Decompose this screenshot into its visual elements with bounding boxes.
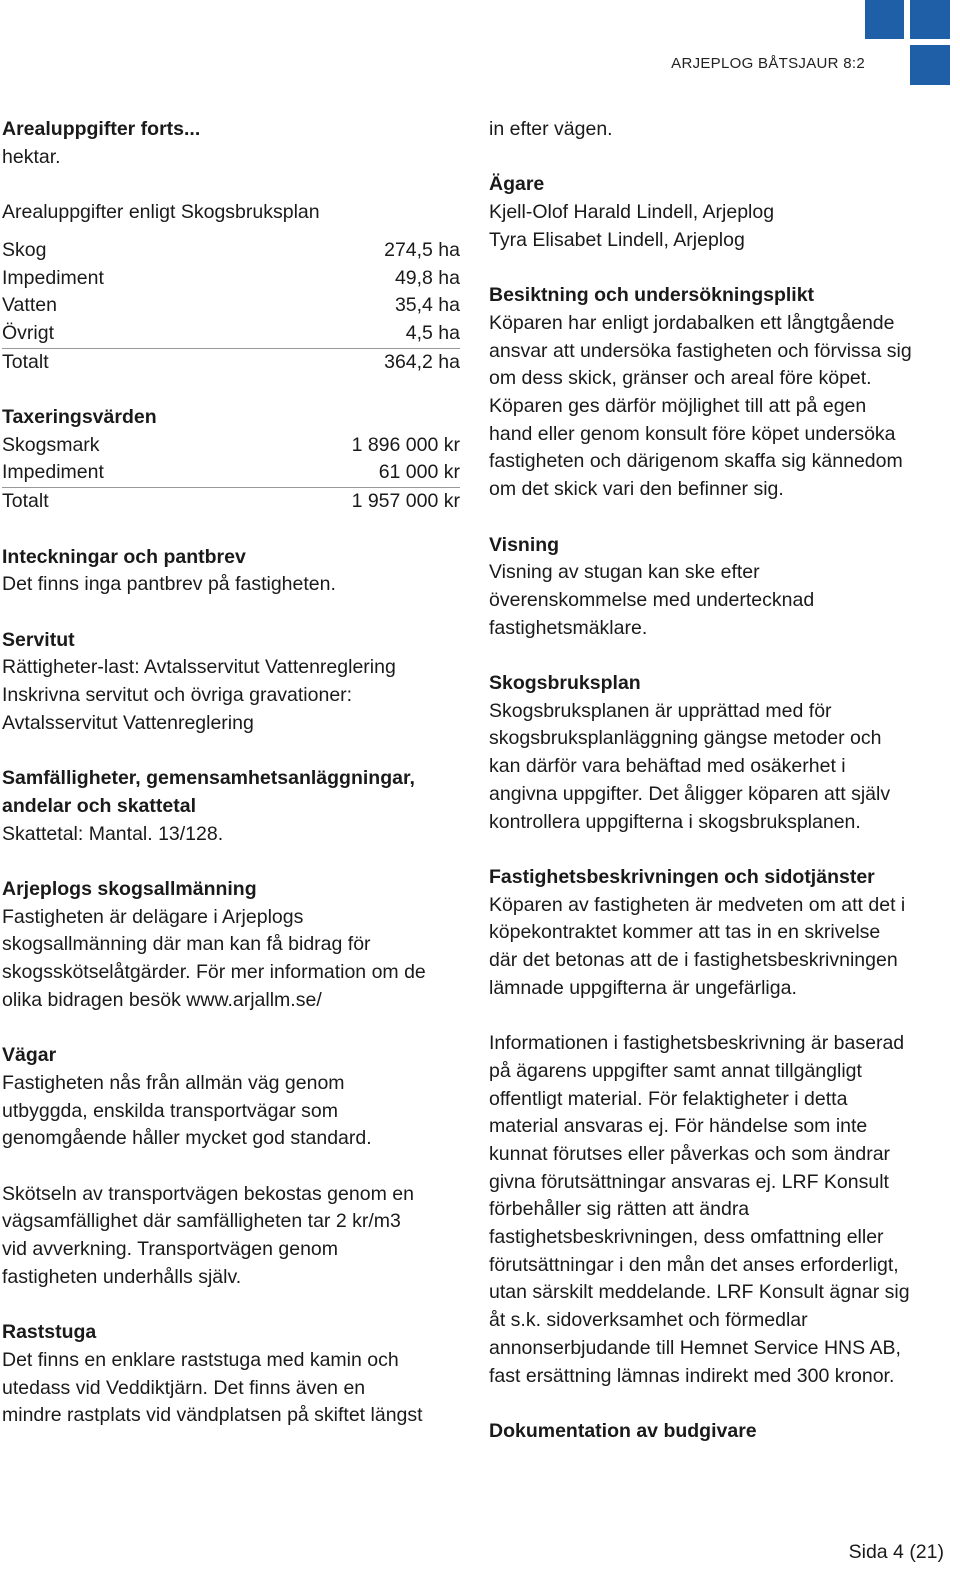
skogsbruksplan-heading: Skogsbruksplan bbox=[489, 672, 641, 694]
tax-value: 1 957 000 kr bbox=[351, 490, 460, 513]
area-total-row bbox=[2, 348, 460, 377]
information-line: fastighetsbeskrivningen, dess omfattning eller bbox=[489, 1226, 884, 1249]
besiktning-heading: Besiktning och undersökningsplikt bbox=[489, 284, 815, 307]
skattetal-text: Skattetal: Mantal. 13/128. bbox=[2, 822, 224, 845]
visning-line: överenskommelse med undertecknad bbox=[489, 588, 815, 611]
skotsel-line: Skötseln av transportvägen bekostas genom en bbox=[2, 1182, 414, 1205]
area-row bbox=[2, 237, 460, 265]
besiktning-line: Köparen har enligt jordabalken ett långtgående bbox=[489, 311, 895, 334]
continuation-line: in efter vägen. bbox=[489, 118, 613, 140]
fastighetsbeskrivning-line: där det betonas att de i fastighetsbeskrivningen bbox=[489, 949, 898, 972]
information-line: givna förutsättningar ansvaras ej. LRF Konsult bbox=[489, 1170, 889, 1193]
skotsel-line: vid avverkning. Transportvägen genom bbox=[2, 1238, 339, 1260]
information-line: på ägarens uppgifter samt annat tillgängligt bbox=[489, 1059, 862, 1082]
area-label: Totalt bbox=[2, 350, 49, 373]
besiktning-line: om dess skick, gränser och areal före köpet. bbox=[489, 367, 872, 390]
area-label: Impediment bbox=[2, 266, 104, 289]
area-row bbox=[2, 292, 460, 320]
inteckningar-heading: Inteckningar och pantbrev bbox=[2, 545, 246, 568]
vagar-line: utbyggda, enskilda transportvägar som bbox=[2, 1099, 339, 1122]
agare-heading: Ägare bbox=[489, 173, 545, 196]
skogsbruksplan-line: kan därför vara behäftad med osäkerhet i bbox=[489, 755, 846, 778]
besiktning-line: fastigheten och därigenom skaffa sig kännedom bbox=[489, 450, 903, 473]
besiktning-line: om det skick vari den befinner sig. bbox=[489, 478, 784, 501]
fastighetsbeskrivning-line: Köparen av fastigheten är medveten om att det i bbox=[489, 893, 906, 916]
area-row bbox=[2, 320, 460, 348]
tax-label: Skogsmark bbox=[2, 433, 100, 456]
logo-square bbox=[910, 0, 950, 39]
area-value: 364,2 ha bbox=[384, 350, 460, 373]
information-line: fast ersättning lämnas indirekt med 300 kronor. bbox=[489, 1364, 895, 1387]
servitut-line: Avtalsservitut Vattenreglering bbox=[2, 711, 254, 734]
area-label: Vatten bbox=[2, 294, 57, 317]
raststuga-line: Det finns en enklare raststuga med kamin och bbox=[2, 1348, 399, 1371]
skogsbruksplan-line: kontrollera uppgifterna i skogsbruksplanen. bbox=[489, 810, 861, 833]
area-row bbox=[2, 265, 460, 293]
skogsbruksplan-line: skogsbruksplanläggning gängse metoder och bbox=[489, 727, 882, 750]
servitut-line: Inskrivna servitut och övriga gravationer: bbox=[2, 684, 353, 706]
right-column bbox=[489, 116, 949, 1446]
servitut-line: Rättigheter-last: Avtalsservitut Vattenreglering bbox=[2, 656, 396, 679]
area-value: 35,4 ha bbox=[394, 294, 460, 317]
tax-value: 1 896 000 kr bbox=[351, 433, 460, 456]
agare-line: Kjell-Olof Harald Lindell, Arjeplog bbox=[489, 201, 775, 224]
area-label: Övrigt bbox=[2, 321, 55, 344]
logo-square bbox=[865, 0, 904, 39]
information-line: offentligt material. För felaktigheter i detta bbox=[489, 1087, 848, 1110]
area-table bbox=[2, 237, 460, 377]
logo bbox=[865, 0, 955, 90]
areal-continuation: hektar. bbox=[2, 145, 61, 168]
tax-label: Impediment bbox=[2, 461, 104, 484]
tax-heading: Taxeringsvärden bbox=[2, 406, 157, 428]
vagar-line: Fastigheten nås från allmän väg genom bbox=[2, 1071, 345, 1094]
visning-line: Visning av stugan kan ske efter bbox=[489, 561, 760, 584]
page-number: Sida 4 (21) bbox=[848, 1541, 944, 1563]
information-line: kunnat förutses eller påverkas och som ändrar bbox=[489, 1142, 891, 1165]
dokumentation-heading: Dokumentation av budgivare bbox=[489, 1419, 757, 1442]
skogsbruksplan-line: angivna uppgifter. Det åligger köparen att själv bbox=[489, 782, 891, 805]
information-line: Informationen i fastighetsbeskrivning är baserad bbox=[489, 1032, 905, 1055]
raststuga-heading: Raststuga bbox=[2, 1321, 97, 1344]
information-line: material ansvaras ej. För händelse som inte bbox=[489, 1115, 868, 1138]
inteckningar-text: Det finns inga pantbrev på fastigheten. bbox=[2, 573, 336, 596]
information-line: förutsättningar i den mån det anses erforderligt, bbox=[489, 1253, 899, 1276]
information-line: utan särskilt meddelande. LRF Konsult ägnar sig bbox=[489, 1281, 910, 1304]
arjeplog-line: skogsallmänning där man kan få bidrag för bbox=[2, 933, 371, 956]
skogsbruksplan-label: Arealuppgifter enligt Skogsbruksplan bbox=[2, 201, 320, 224]
raststuga-line: mindre rastplats vid vändplatsen på skiftet längst bbox=[2, 1404, 423, 1427]
skotsel-line: vägsamfällighet där samfälligheten tar 2 kr/m3 bbox=[2, 1210, 401, 1233]
besiktning-line: ansvar att undersöka fastigheten och förvissa sig bbox=[489, 339, 912, 362]
vagar-line: genomgående håller mycket god standard. bbox=[2, 1127, 372, 1150]
besiktning-line: hand eller genom konsult före köpet undersöka bbox=[489, 422, 896, 445]
information-line: förbehåller sig rätten att ändra bbox=[489, 1198, 750, 1221]
fastighetsbeskrivning-line: lämnade uppgifterna är ungefärliga. bbox=[489, 976, 797, 999]
arjeplog-line: olika bidragen besök www.arjallm.se/ bbox=[2, 988, 322, 1011]
tax-total-row bbox=[2, 487, 460, 516]
skogsbruksplan-line: Skogsbruksplanen är upprättad med för bbox=[489, 699, 832, 722]
skotsel-line: fastigheten underhålls själv. bbox=[2, 1265, 242, 1288]
arjeplog-heading: Arjeplogs skogsallmänning bbox=[2, 877, 257, 900]
information-line: åt s.k. sidoverksamhet och förmedlar bbox=[489, 1309, 808, 1332]
raststuga-line: utedass vid Veddiktjärn. Det finns även en bbox=[2, 1376, 366, 1399]
agare-line: Tyra Elisabet Lindell, Arjeplog bbox=[489, 228, 745, 251]
vagar-heading: Vägar bbox=[2, 1044, 57, 1067]
left-column bbox=[2, 116, 460, 1430]
logo-square bbox=[910, 45, 950, 85]
arjeplog-line: skogsskötselåtgärder. För mer information om de bbox=[2, 961, 426, 983]
tax-value: 61 000 kr bbox=[378, 461, 460, 484]
areal-heading: Arealuppgifter forts... bbox=[2, 118, 201, 140]
arjeplog-line: Fastigheten är delägare i Arjeplogs bbox=[2, 905, 304, 928]
area-value: 274,5 ha bbox=[384, 238, 460, 261]
information-line: annonserbjudande till Hemnet Service HNS AB, bbox=[489, 1336, 901, 1359]
besiktning-line: Köparen ges därför möjlighet till att på egen bbox=[489, 395, 867, 417]
tax-row bbox=[2, 432, 460, 460]
document-header-title: ARJEPLOG BÅTSJAUR 8:2 bbox=[671, 55, 865, 72]
area-label: Skog bbox=[2, 238, 47, 261]
visning-heading: Visning bbox=[489, 533, 560, 556]
visning-line: fastighetsmäklare. bbox=[489, 616, 648, 639]
samfalligheter-heading: Samfälligheter, gemensamhetsanläggningar, bbox=[2, 767, 415, 790]
area-value: 49,8 ha bbox=[394, 266, 460, 289]
tax-table bbox=[2, 432, 460, 516]
area-value: 4,5 ha bbox=[405, 321, 460, 344]
tax-row bbox=[2, 459, 460, 487]
tax-label: Totalt bbox=[2, 490, 49, 513]
samfalligheter-heading: andelar och skattetal bbox=[2, 794, 196, 817]
fastighetsbeskrivning-line: köpekontraktet kommer att tas in en skrivelse bbox=[489, 921, 881, 944]
fastighetsbeskrivning-heading: Fastighetsbeskrivningen och sidotjänster bbox=[489, 865, 875, 888]
servitut-heading: Servitut bbox=[2, 628, 75, 651]
